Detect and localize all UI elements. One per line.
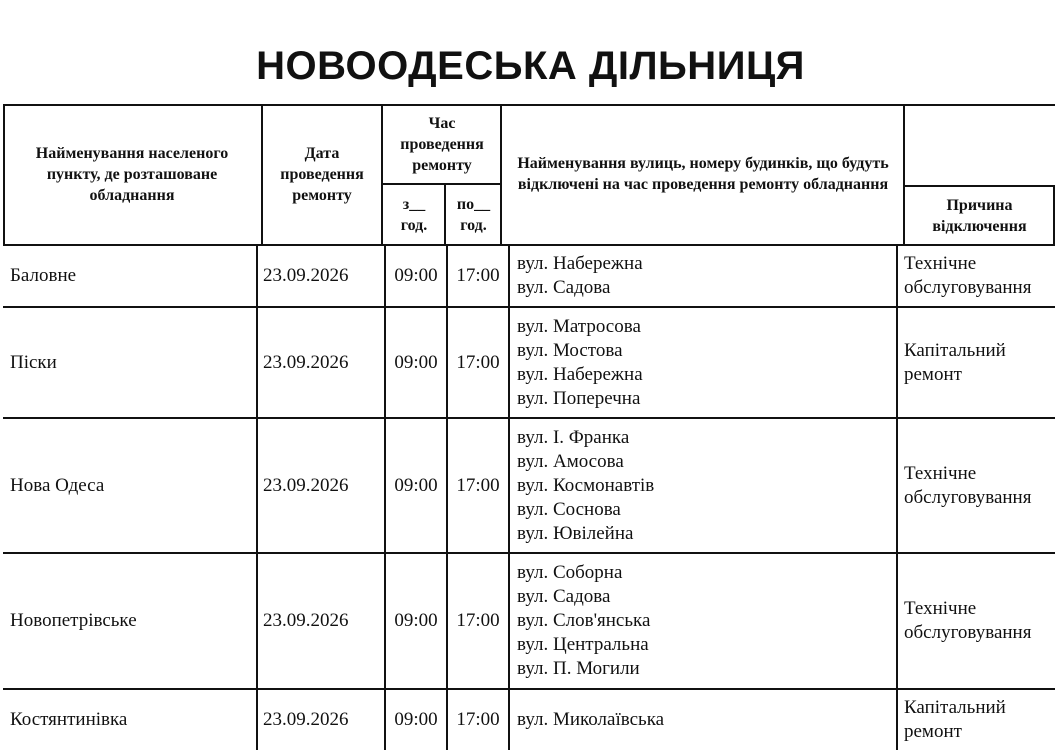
header-col-border [1053,185,1055,244]
street-item: вул. Соборна [517,562,623,583]
header-date: Дата проведення ремонту [280,144,364,204]
cell-date [258,554,383,688]
street-item: вул. Набережна [517,363,643,385]
cell-settlement [5,308,255,417]
reason-text [904,339,1006,387]
cell-reason [898,690,1055,750]
reason-text [904,696,1006,744]
cell-settlement-text: Костянтинівка [10,709,128,730]
cell-time-to [448,419,508,552]
cell-time-from-text: 09:00 [394,610,438,631]
street-list [517,315,643,411]
cell-date [258,690,383,750]
cell-time-to-text: 17:00 [456,474,500,496]
reason-line: Технічне [904,462,977,484]
cell-reason [898,308,1055,417]
street-item: вул. Матросова [517,315,641,337]
cell-settlement-text: Баловне [10,265,77,286]
cell-settlement [5,246,255,306]
reason-line: Технічне [904,253,977,274]
header-time-from: з__ год. [400,196,428,234]
page-title: НОВООДЕСЬКА ДІЛЬНИЦЯ [256,44,805,88]
cell-time-from-text: 09:00 [394,474,438,496]
header-time-to: по__ год. [456,196,491,234]
time-sub-col-border [444,183,446,244]
cell-streets [510,246,895,306]
cell-time-from [386,246,446,306]
cell-time-from-text: 09:00 [394,265,438,286]
reason-line: Капітальний [904,339,1006,361]
cell-time-from [386,419,446,552]
reason-line: обслуговування [904,622,1032,643]
cell-date-text: 23.09.2026 [263,351,349,373]
reason-line: ремонт [904,721,962,742]
reason-line: обслуговування [904,277,1032,298]
cell-settlement-text: Нова Одеса [10,474,105,496]
reason-text [904,252,1031,300]
street-list [517,561,650,681]
time-subheader-border [381,183,502,185]
street-item: вул. Центральна [517,634,649,655]
cell-date [258,308,383,417]
cell-settlement-text: Піски [10,351,57,373]
cell-date [258,246,383,306]
cell-time-to [448,246,508,306]
cell-streets [510,308,895,417]
reason-line: ремонт [904,363,962,385]
cell-time-to [448,308,508,417]
street-item: вул. Садова [517,277,611,298]
street-item: вул. Поперечна [517,387,641,409]
cell-time-from [386,690,446,750]
header-settlement: Найменування населеного пункту, де розташоване обладнання [35,144,229,204]
street-list [517,252,643,300]
street-item: вул. Миколаївська [517,709,665,730]
street-item: вул. Мостова [517,339,623,361]
cell-date-text: 23.09.2026 [263,474,349,496]
reason-line: Капітальний [904,697,1006,718]
header-streets: Найменування вулиць, номеру будинків, що будуть відключені на час проведення ремонту обладнання [517,155,889,193]
header-col-border [381,104,383,244]
street-item: вул. Космонавтів [517,474,655,496]
cell-time-from [386,554,446,688]
street-item: вул. Слов'янська [517,610,651,631]
cell-time-to-text: 17:00 [456,709,500,730]
cell-settlement-text: Новопетрівське [10,610,137,631]
street-item: вул. П. Могили [517,658,640,679]
cell-time-from-text: 09:00 [394,351,438,373]
header-col-border [500,104,502,244]
header-time: Час проведення ремонту [400,115,484,174]
street-item: вул. Соснова [517,498,621,520]
reason-text [904,462,1031,510]
cell-time-to-text: 17:00 [456,610,500,631]
cell-streets [510,554,895,688]
cell-time-to-text: 17:00 [456,351,500,373]
cell-reason [898,419,1055,552]
street-item: вул. Садова [517,586,611,607]
cell-settlement [5,419,255,552]
street-list [517,426,654,546]
cell-date-text: 23.09.2026 [263,709,349,730]
cell-time-to [448,554,508,688]
cell-reason [898,246,1055,306]
cell-date [258,419,383,552]
street-item: вул. Амосова [517,450,624,472]
reason-line: Технічне [904,598,977,619]
cell-date-text: 23.09.2026 [263,265,349,286]
cell-time-to [448,690,508,750]
cell-time-from [386,308,446,417]
header-reason: Причина відключення [932,196,1027,235]
reason-text [904,597,1031,645]
street-item: вул. І. Франка [517,426,630,448]
cell-time-from-text: 09:00 [394,709,438,730]
street-item: вул. Набережна [517,253,643,274]
header-col-border [261,104,263,244]
cell-settlement [5,554,255,688]
street-item: вул. Ювілейна [517,522,634,544]
cell-reason [898,554,1055,688]
reason-line: обслуговування [904,486,1032,508]
cell-streets [510,690,895,750]
street-list [517,708,664,732]
cell-date-text: 23.09.2026 [263,610,349,631]
header-col-border [903,104,905,244]
cell-streets [510,419,895,552]
header-col-border [3,104,5,244]
cell-time-to-text: 17:00 [456,265,500,286]
cell-settlement [5,690,255,750]
